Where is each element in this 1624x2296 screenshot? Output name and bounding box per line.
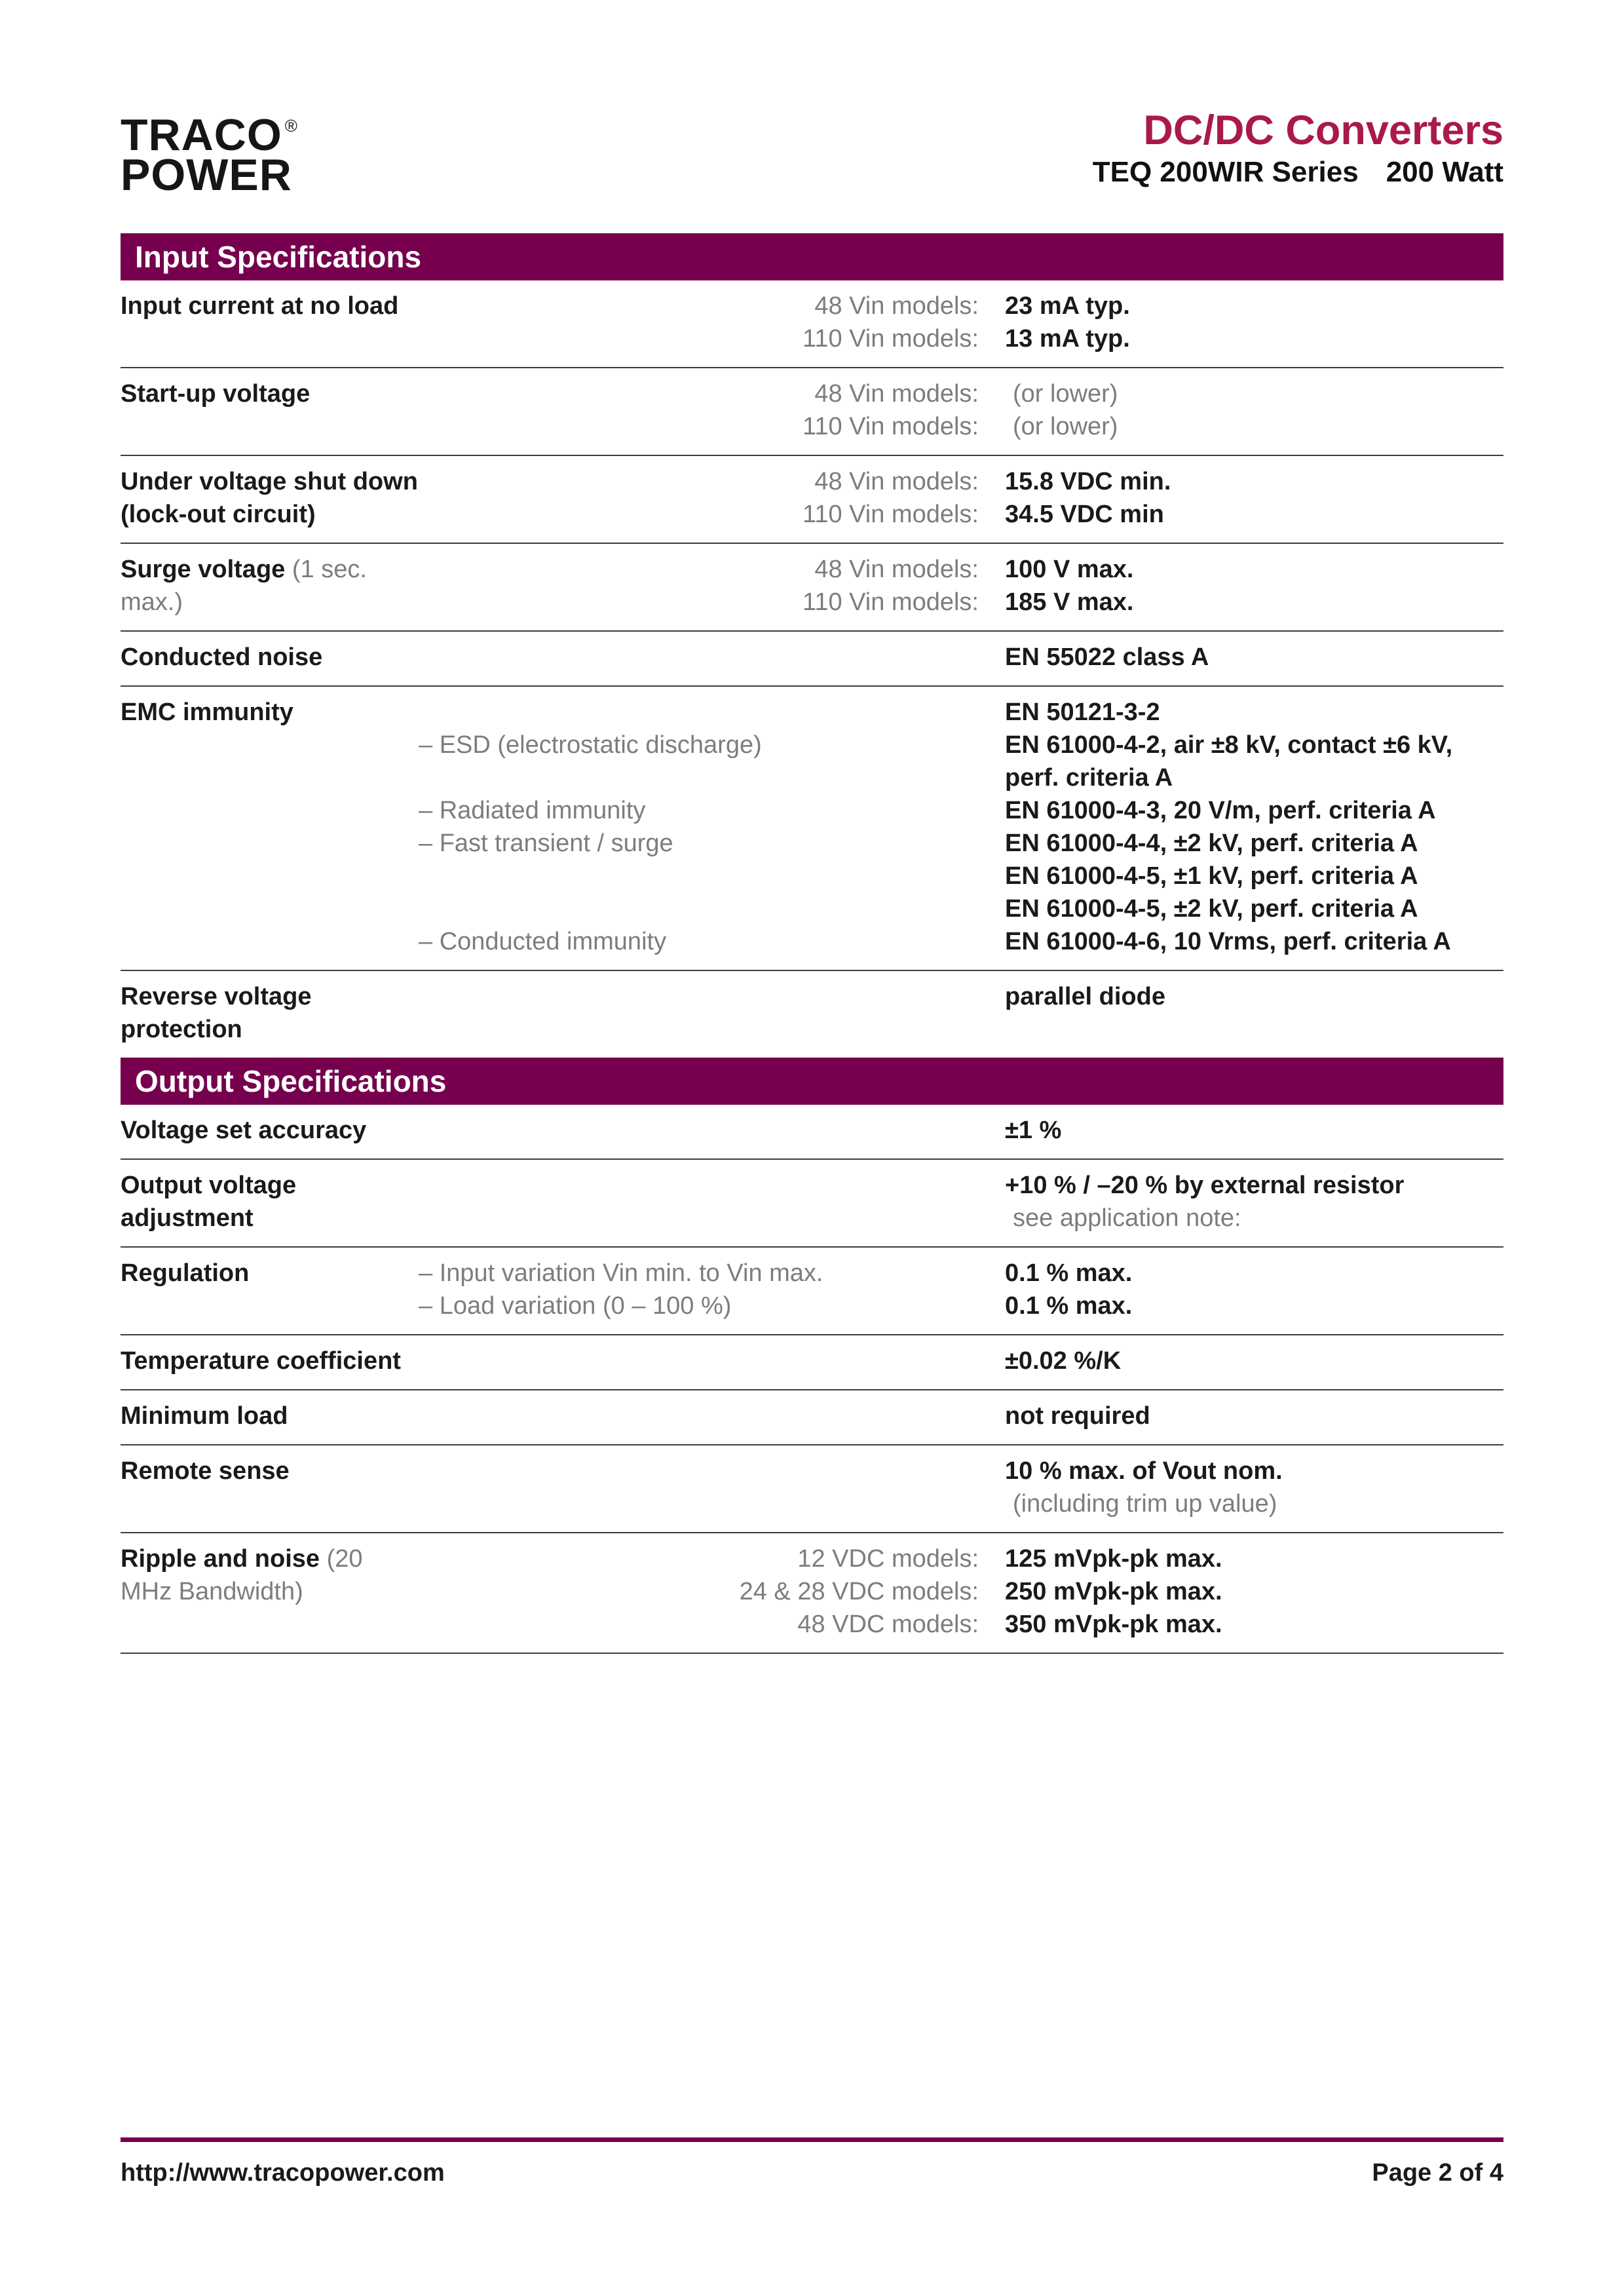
spec-rows (121, 280, 1503, 1058)
spec-name-note: (20 MHz Bandwidth) (121, 1545, 363, 1605)
spec-line (419, 1290, 1503, 1322)
spec-value: EN 55022 class A (1005, 643, 1209, 671)
spec-sub-label: – Input variation Vin min. to Vin max. (419, 1259, 823, 1287)
spec-rows (121, 1105, 1503, 1654)
spec-name: Under voltage shut down (lock-out circuit) (121, 468, 418, 528)
spec-name-cell (121, 290, 419, 355)
spec-value: 23 mA typ. (1005, 292, 1130, 320)
spec-name-cell (121, 377, 419, 443)
spec-value: EN 61000-4-2, air ±8 kV, contact ±6 kV, (1005, 731, 1453, 759)
spec-sub-label (419, 1400, 979, 1432)
spec-line (419, 465, 1503, 498)
spec-row (121, 1444, 1503, 1532)
spec-value: +10 % / –20 % by external resistor (1005, 1172, 1405, 1199)
spec-lines (419, 641, 1503, 674)
spec-value: EN 61000-4-5, ±1 kV, perf. criteria A (1005, 862, 1418, 890)
spec-lines (419, 1114, 1503, 1147)
spec-model-label: 48 Vin models: (814, 292, 979, 320)
spec-value: 15.8 VDC min. (1005, 468, 1171, 495)
spec-sub-label: – Fast transient / surge (419, 830, 673, 857)
spec-value: 250 mVpk-pk max. (1005, 1578, 1222, 1605)
spec-name: Voltage set accuracy (121, 1117, 367, 1144)
spec-model-label: 110 Vin models: (803, 501, 979, 528)
spec-name-cell (121, 465, 419, 531)
header-titles (1093, 106, 1503, 189)
spec-value (1005, 1202, 1241, 1234)
spec-model-label: 110 Vin models: (803, 588, 979, 616)
series-subtitle (1093, 156, 1503, 189)
spec-line (419, 290, 1503, 322)
spec-sub-label (419, 641, 979, 674)
spec-lines (419, 465, 1503, 531)
spec-name-note: (1 sec. max.) (121, 556, 367, 616)
spec-sub-label (419, 1202, 979, 1234)
spec-line (419, 1114, 1503, 1147)
spec-sub-label (419, 860, 979, 892)
spec-lines (419, 1345, 1503, 1377)
series-name: TEQ 200WIR Series (1092, 156, 1359, 188)
spec-name-cell (121, 1345, 419, 1377)
wattage-label: 200 Watt (1386, 156, 1503, 188)
spec-name: Reverse voltage protection (121, 983, 312, 1043)
spec-lines (419, 980, 1503, 1046)
spec-name: Input current at no load (121, 292, 399, 320)
spec-value: EN 61000-4-4, ±2 kV, perf. criteria A (1005, 830, 1418, 857)
spec-line (419, 892, 1503, 925)
spec-name-cell (121, 641, 419, 674)
spec-line (419, 860, 1503, 892)
spec-row (121, 630, 1503, 685)
spec-sub-label: – Conducted immunity (419, 928, 667, 955)
spec-line (419, 1575, 1503, 1608)
spec-name: EMC immunity (121, 698, 293, 726)
spec-sub-label (419, 1345, 979, 1377)
spec-sub-label: – Load variation (0 – 100 %) (419, 1292, 732, 1320)
spec-row (121, 455, 1503, 543)
spec-lines (419, 1400, 1503, 1432)
spec-name: Temperature coefficient (121, 1347, 401, 1375)
spec-lines (419, 553, 1503, 619)
spec-value-note: (or lower) (1013, 413, 1118, 440)
spec-line (419, 1542, 1503, 1575)
spec-row (121, 970, 1503, 1058)
spec-sections (121, 233, 1503, 1654)
spec-row (121, 685, 1503, 970)
spec-line (419, 586, 1503, 619)
spec-name-cell (121, 1455, 419, 1520)
spec-value: ±0.02 %/K (1005, 1347, 1122, 1375)
footer-url[interactable]: http://www.tracopower.com (121, 2159, 445, 2187)
spec-value: EN 61000-4-3, 20 V/m, perf. criteria A (1005, 797, 1436, 824)
spec-sub-label (419, 1455, 979, 1487)
spec-lines (419, 1542, 1503, 1641)
spec-line (419, 729, 1503, 761)
spec-value: ±1 % (1005, 1117, 1062, 1144)
spec-lines (419, 377, 1503, 443)
traco-power-logo (121, 106, 298, 200)
spec-name: Start-up voltage (121, 380, 311, 408)
spec-model-label: 48 Vin models: (814, 556, 979, 583)
spec-sub-label (419, 1114, 979, 1147)
page-title: DC/DC Converters (1143, 107, 1503, 153)
logo-line-power: POWER (121, 150, 292, 200)
spec-model-label: 110 Vin models: (803, 413, 979, 440)
spec-row (121, 1158, 1503, 1246)
spec-model-label: 110 Vin models: (803, 325, 979, 353)
spec-value (1005, 410, 1118, 443)
spec-name: Minimum load (121, 1402, 288, 1430)
spec-line (419, 696, 1503, 729)
spec-line (419, 1257, 1503, 1290)
spec-line (419, 377, 1503, 410)
spec-model-label: 12 VDC models: (797, 1545, 979, 1573)
spec-value: 350 mVpk-pk max. (1005, 1611, 1222, 1638)
spec-name: Output voltage adjustment (121, 1172, 297, 1232)
spec-line (419, 498, 1503, 531)
footer-divider (121, 2137, 1503, 2142)
spec-line (419, 1345, 1503, 1377)
spec-line (419, 322, 1503, 355)
spec-line (419, 1455, 1503, 1487)
section-title: Output Specifications (135, 1064, 447, 1098)
page-footer (121, 2137, 1503, 2187)
spec-value-note: (or lower) (1013, 380, 1118, 408)
spec-value: EN 61000-4-6, 10 Vrms, perf. criteria A (1005, 928, 1451, 955)
spec-sub-label (419, 1487, 979, 1520)
spec-line (419, 1400, 1503, 1432)
section-header (121, 233, 1503, 280)
spec-name-cell (121, 1257, 419, 1322)
spec-line (419, 1608, 1503, 1641)
spec-value: 0.1 % max. (1005, 1292, 1133, 1320)
spec-model-label: 48 Vin models: (814, 468, 979, 495)
spec-row (121, 280, 1503, 367)
spec-line (419, 1202, 1503, 1234)
spec-lines (419, 1455, 1503, 1520)
spec-row (121, 1334, 1503, 1389)
spec-value: perf. criteria A (1005, 764, 1173, 792)
spec-line (419, 1169, 1503, 1202)
registered-trademark-icon: ® (284, 116, 298, 136)
spec-name-cell (121, 980, 419, 1046)
section-header (121, 1058, 1503, 1105)
spec-sub-label (419, 696, 979, 729)
spec-lines (419, 290, 1503, 355)
spec-name: Conducted noise (121, 643, 323, 671)
spec-sub-label (419, 761, 979, 794)
spec-value (1005, 377, 1118, 410)
section-title: Input Specifications (135, 240, 422, 274)
spec-name-cell (121, 696, 419, 958)
spec-value-note: (including trim up value) (1013, 1490, 1277, 1518)
spec-name-cell (121, 1169, 419, 1234)
spec-value: 13 mA typ. (1005, 325, 1130, 353)
spec-value: 100 V max. (1005, 556, 1134, 583)
spec-line (419, 410, 1503, 443)
spec-sub-label: – ESD (electrostatic discharge) (419, 731, 762, 759)
spec-value-note: see application note: (1013, 1204, 1241, 1232)
spec-row (121, 543, 1503, 630)
spec-row (121, 1105, 1503, 1158)
spec-value: 34.5 VDC min (1005, 501, 1164, 528)
spec-value: EN 50121-3-2 (1005, 698, 1160, 726)
spec-name: Remote sense (121, 1457, 290, 1485)
spec-sub-label (419, 1169, 979, 1202)
spec-model-label: 48 VDC models: (797, 1611, 979, 1638)
spec-name-cell (121, 1542, 419, 1641)
spec-lines (419, 1169, 1503, 1234)
spec-line (419, 641, 1503, 674)
page-header (121, 0, 1503, 200)
spec-lines (419, 696, 1503, 958)
spec-row (121, 1246, 1503, 1334)
spec-line (419, 761, 1503, 794)
spec-row (121, 367, 1503, 455)
spec-name: Ripple and noise (121, 1545, 320, 1573)
spec-name-cell (121, 553, 419, 619)
spec-name-cell (121, 1400, 419, 1432)
spec-value (1005, 1487, 1277, 1520)
spec-row (121, 1389, 1503, 1444)
spec-line (419, 980, 1503, 1013)
spec-line (419, 794, 1503, 827)
spec-name-cell (121, 1114, 419, 1147)
spec-name: Regulation (121, 1259, 250, 1287)
spec-name: Surge voltage (121, 556, 286, 583)
spec-value: 185 V max. (1005, 588, 1134, 616)
spec-value: not required (1005, 1402, 1150, 1430)
spec-sub-label: – Radiated immunity (419, 797, 646, 824)
spec-value: 0.1 % max. (1005, 1259, 1133, 1287)
logo-line-traco: TRACO ® (121, 110, 298, 160)
spec-model-label: 24 & 28 VDC models: (739, 1578, 979, 1605)
spec-line (419, 1487, 1503, 1520)
spec-value: parallel diode (1005, 983, 1165, 1010)
spec-row (121, 1532, 1503, 1653)
spec-value: EN 61000-4-5, ±2 kV, perf. criteria A (1005, 895, 1418, 923)
spec-lines (419, 1257, 1503, 1322)
spec-model-label: 48 Vin models: (814, 380, 979, 408)
spec-line (419, 925, 1503, 958)
spec-line (419, 827, 1503, 860)
spec-sub-label (419, 892, 979, 925)
spec-value: 125 mVpk-pk max. (1005, 1545, 1222, 1573)
spec-value: 10 % max. of Vout nom. (1005, 1457, 1283, 1485)
spec-line (419, 553, 1503, 586)
footer-page-number: Page 2 of 4 (1372, 2159, 1503, 2187)
spec-sub-label (419, 980, 979, 1013)
